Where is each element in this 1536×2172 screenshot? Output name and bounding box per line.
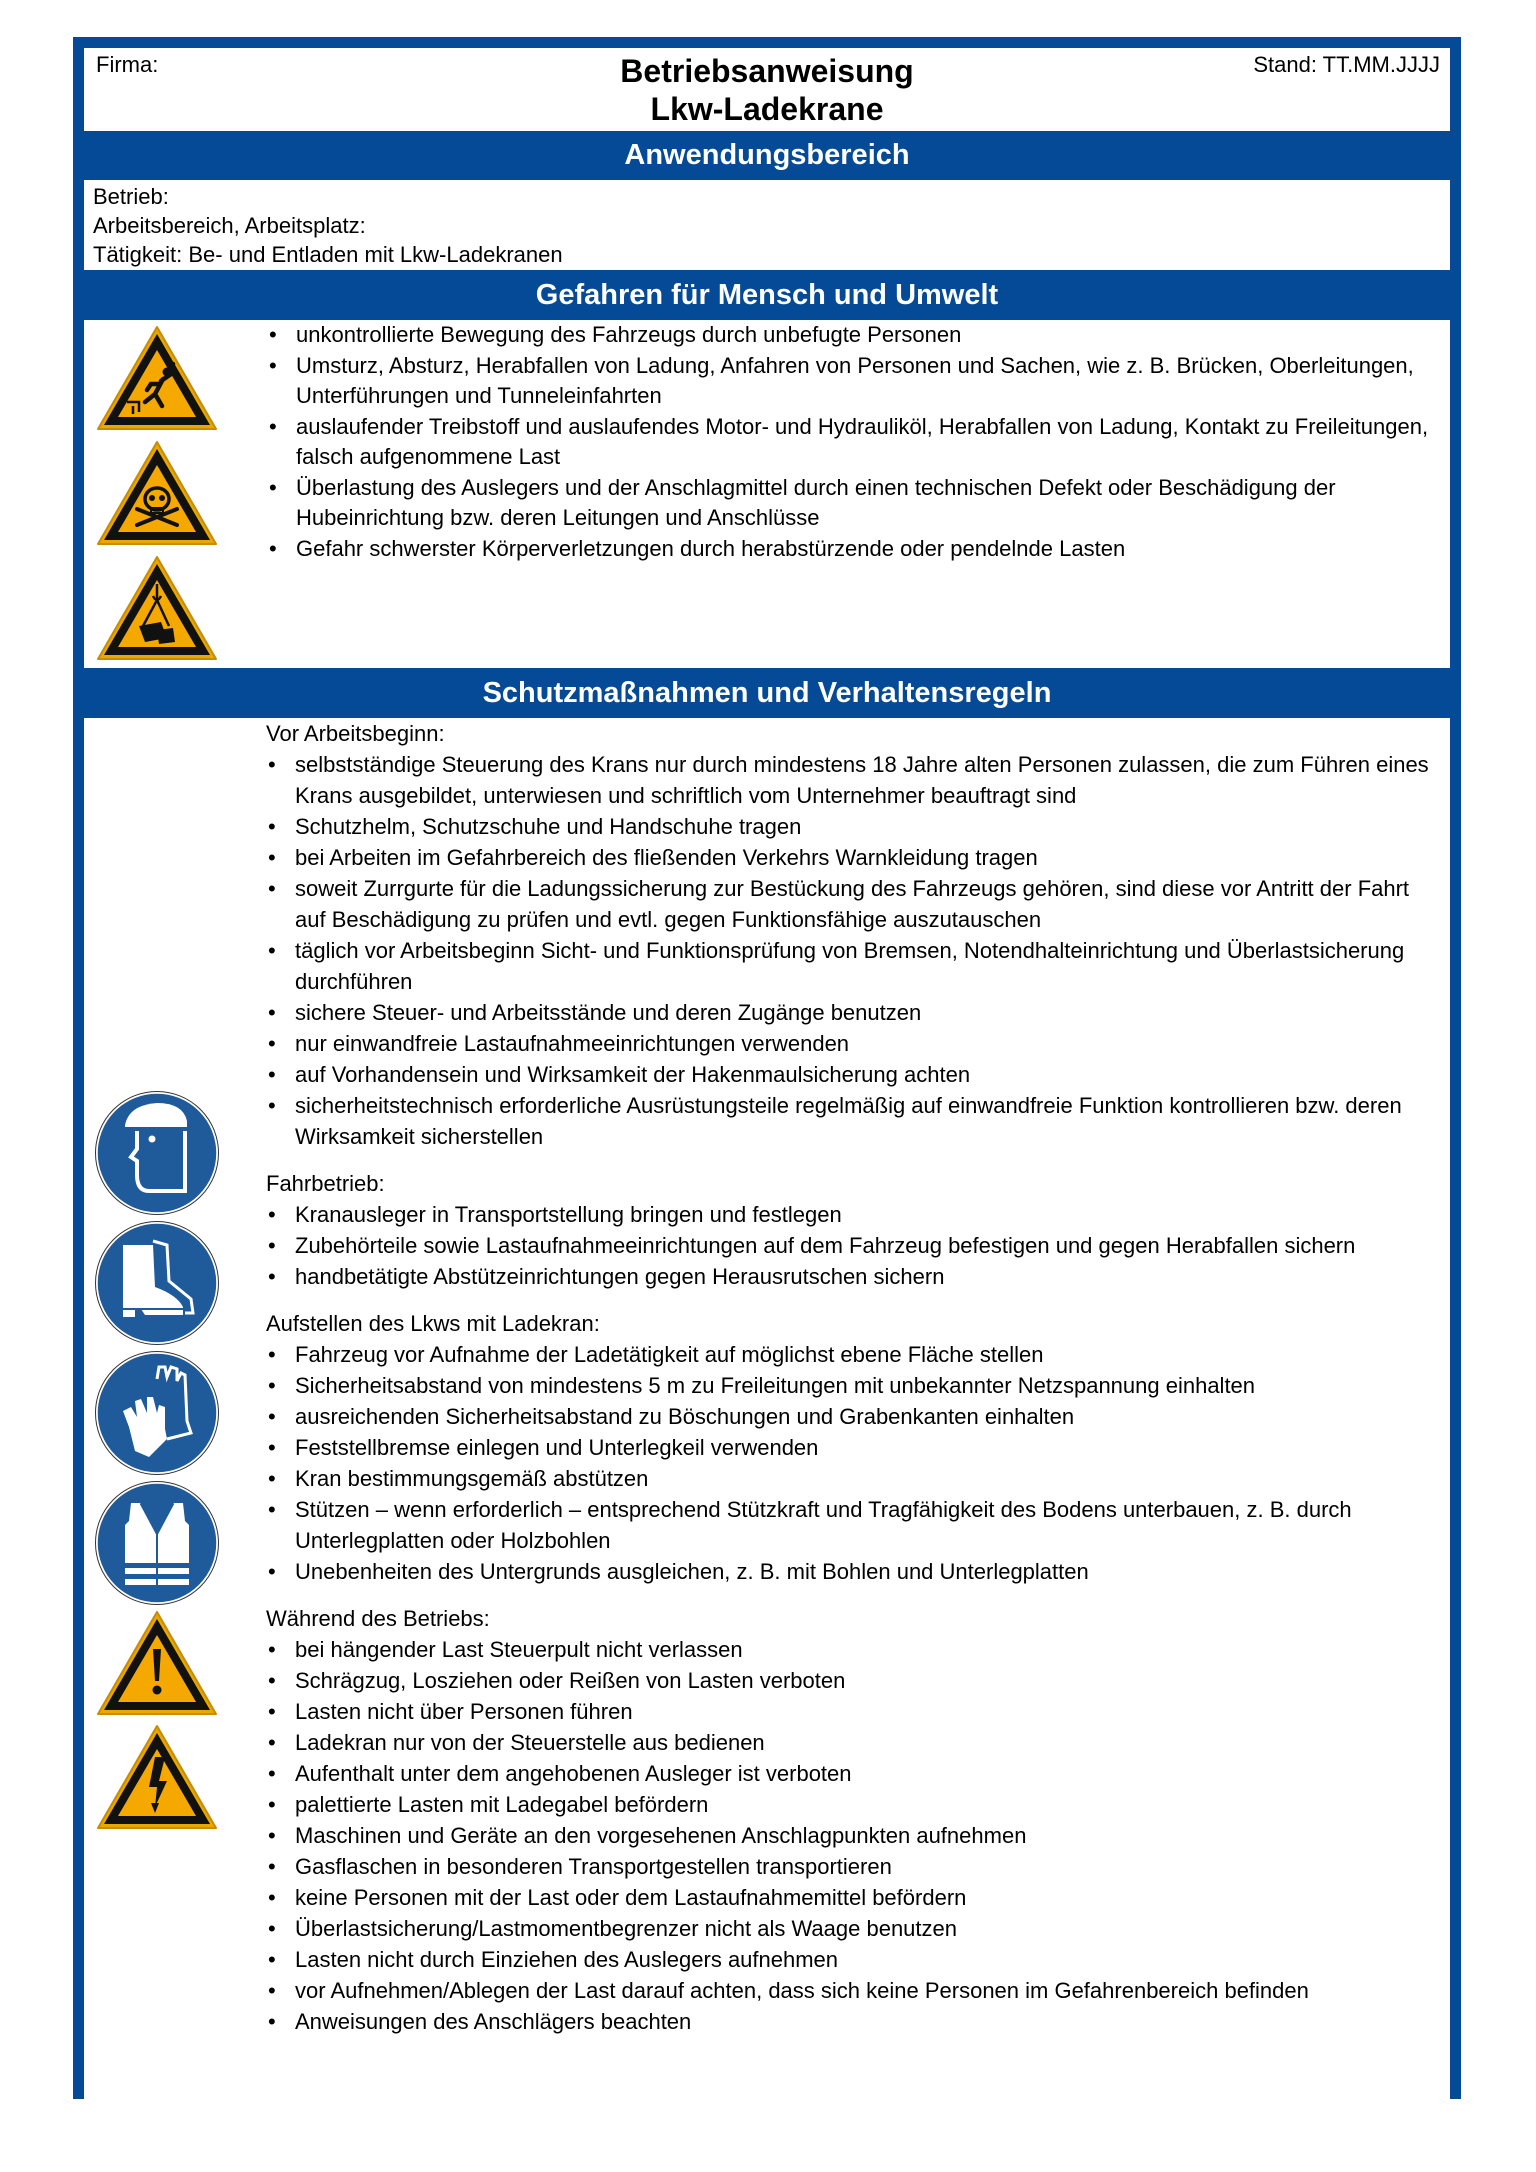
- rule-item: • sichere Steuer- und Arbeitsstände und deren Zugänge benutzen: [266, 997, 1438, 1028]
- firma-label: Firma:: [96, 52, 159, 77]
- rule-item: • Anweisungen des Anschlägers beachten: [266, 2006, 1438, 2037]
- protection-section: [84, 718, 1450, 2099]
- group-before-work: [266, 718, 1438, 1152]
- rule-item: • auf Vorhandensein und Wirksamkeit der Hakenmaulsicherung achten: [266, 1059, 1438, 1090]
- rule-item: • soweit Zurrgurte für die Ladungssicherung zur Bestückung des Fahrzeugs gehören, sind diese vor Antritt der Fahrt auf Beschädigung zu prüfen und evtl. gegen Funktionsfähige auszutauschen: [266, 873, 1438, 935]
- stand-date-label: Stand: TT.MM.JJJJ: [1253, 52, 1440, 77]
- hazards-section: [84, 320, 1450, 668]
- scope-line-arbeitsbereich: Arbeitsbereich, Arbeitsplatz:: [93, 213, 366, 238]
- rule-item: • Schutzhelm, Schutzschuhe und Handschuhe tragen: [266, 811, 1438, 842]
- rule-item: • bei Arbeiten im Gefahrbereich des fließenden Verkehrs Warnkleidung tragen: [266, 842, 1438, 873]
- rule-item: • Lasten nicht durch Einziehen des Auslegers aufnehmen: [266, 1944, 1438, 1975]
- rule-item: • bei hängender Last Steuerpult nicht verlassen: [266, 1634, 1438, 1665]
- rule-item: • täglich vor Arbeitsbeginn Sicht- und Funktionsprüfung von Bremsen, Notendhalteinrichtung und Überlastsicherung durchführen: [266, 935, 1438, 997]
- rule-item: • Schrägzug, Losziehen oder Reißen von Lasten verboten: [266, 1665, 1438, 1696]
- rule-item: • palettierte Lasten mit Ladegabel befördern: [266, 1789, 1438, 1820]
- protection-text: [266, 718, 1438, 2053]
- rule-item: • handbetätigte Abstützeinrichtungen gegen Herausrutschen sichern: [266, 1261, 1438, 1292]
- hi-vis-vest-icon: [95, 1481, 219, 1605]
- rules-list: [266, 1199, 1438, 1292]
- rule-item: • Kranausleger in Transportstellung bringen und festlegen: [266, 1199, 1438, 1230]
- fall-hazard-icon: [95, 324, 219, 432]
- section-heading-hazards: Gefahren für Mensch und Umwelt: [535, 279, 999, 311]
- rule-item: • vor Aufnehmen/Ablegen der Last darauf achten, dass sich keine Personen im Gefahrenbereich befinden: [266, 1975, 1438, 2006]
- safety-boots-icon: [95, 1221, 219, 1345]
- group-title: Fahrbetrieb:: [266, 1171, 385, 1196]
- rule-item: • Aufenthalt unter dem angehobenen Ausleger ist verboten: [266, 1758, 1438, 1789]
- rule-item: • Fahrzeug vor Aufnahme der Ladetätigkeit auf möglichst ebene Fläche stellen: [266, 1339, 1438, 1370]
- title-block: [84, 48, 1450, 131]
- rule-item: • Stützen – wenn erforderlich – entsprechend Stützkraft und Tragfähigkeit des Bodens unterbauen, z. B. durch Unterlegplatten oder Holzbohlen: [266, 1494, 1438, 1556]
- hazard-item: • Gefahr schwerster Körperverletzungen durch herabstürzende oder pendelnde Lasten: [267, 534, 1437, 565]
- group-setup: [266, 1308, 1438, 1587]
- rule-item: • ausreichenden Sicherheitsabstand zu Böschungen und Grabenkanten einhalten: [266, 1401, 1438, 1432]
- title-line-2: Lkw-Ladekrane: [650, 91, 884, 127]
- group-title: Während des Betriebs:: [266, 1606, 490, 1631]
- scope-line-taetigkeit: Tätigkeit: Be- und Entladen mit Lkw-Ladekranen: [93, 242, 563, 267]
- scope-section: [84, 180, 1450, 270]
- gloves-icon: [95, 1351, 219, 1475]
- hazard-item: • unkontrollierte Bewegung des Fahrzeugs durch unbefugte Personen: [267, 320, 1437, 351]
- toxic-hazard-icon: [95, 439, 219, 547]
- rule-item: • Sicherheitsabstand von mindestens 5 m zu Freileitungen mit unbekannter Netzspannung einhalten: [266, 1370, 1438, 1401]
- group-operation: [266, 1603, 1438, 2037]
- rule-item: • Kran bestimmungsgemäß abstützen: [266, 1463, 1438, 1494]
- title-line-1: Betriebsanweisung: [620, 53, 914, 89]
- hazards-list: [267, 320, 1437, 564]
- rule-item: • Lasten nicht über Personen führen: [266, 1696, 1438, 1727]
- rule-item: • Maschinen und Geräte an den vorgesehenen Anschlagpunkten aufnehmen: [266, 1820, 1438, 1851]
- group-driving: [266, 1168, 1438, 1292]
- rule-item: • selbstständige Steuerung des Krans nur durch mindestens 18 Jahre alten Personen zulassen, die zum Führen eines Krans ausgebildet, unterwiesen und schriftlich vom Unternehmer beauftragt sind: [266, 749, 1438, 811]
- rule-item: • sicherheitstechnisch erforderliche Ausrüstungsteile regelmäßig auf einwandfreie Funktion kontrollieren bzw. deren Wirksamkeit sicherstellen: [266, 1090, 1438, 1152]
- section-heading-protection: Schutzmaßnahmen und Verhaltensregeln: [482, 677, 1052, 709]
- hazards-list-container: [267, 320, 1437, 564]
- rules-list: [266, 1634, 1438, 2037]
- rule-item: • nur einwandfreie Lastaufnahmeeinrichtungen verwenden: [266, 1028, 1438, 1059]
- suspended-load-icon: [95, 554, 219, 662]
- hazard-item: • auslaufender Treibstoff und auslaufendes Motor- und Hydrauliköl, Herabfallen von Ladung, Kontakt zu Freileitungen, falsch aufgenommene Last: [267, 412, 1437, 473]
- rule-item: • keine Personen mit der Last oder dem Lastaufnahmemittel befördern: [266, 1882, 1438, 1913]
- scope-line-betrieb: Betrieb:: [93, 184, 169, 209]
- group-title: Aufstellen des Lkws mit Ladekran:: [266, 1311, 600, 1336]
- hard-hat-icon: [95, 1091, 219, 1215]
- electric-hazard-icon: [95, 1723, 219, 1831]
- group-title: Vor Arbeitsbeginn:: [266, 721, 445, 746]
- rule-item: • Zubehörteile sowie Lastaufnahmeeinrichtungen auf dem Fahrzeug befestigen und gegen Herabfallen sichern: [266, 1230, 1438, 1261]
- document-frame: [73, 37, 1461, 2099]
- rule-item: • Unebenheiten des Untergrunds ausgleichen, z. B. mit Bohlen und Unterlegplatten: [266, 1556, 1438, 1587]
- rule-item: • Gasflaschen in besonderen Transportgestellen transportieren: [266, 1851, 1438, 1882]
- hazard-item: • Umsturz, Absturz, Herabfallen von Ladung, Anfahren von Personen und Sachen, wie z. B. Brücken, Oberleitungen, Unterführungen und Tunneleinfahrten: [267, 351, 1437, 412]
- hazard-item: • Überlastung des Auslegers und der Anschlagmittel durch einen technischen Defekt oder Beschädigung der Hubeinrichtung bzw. deren Leitungen und Anschlüsse: [267, 473, 1437, 534]
- rule-item: • Feststellbremse einlegen und Unterlegkeil verwenden: [266, 1432, 1438, 1463]
- rule-item: • Überlastsicherung/Lastmomentbegrenzer nicht als Waage benutzen: [266, 1913, 1438, 1944]
- rules-list: [266, 1339, 1438, 1587]
- rule-item: • Ladekran nur von der Steuerstelle aus bedienen: [266, 1727, 1438, 1758]
- section-heading-scope: Anwendungsbereich: [624, 139, 910, 171]
- rules-list: [266, 749, 1438, 1152]
- page-title: [84, 52, 1450, 128]
- general-warning-icon: [95, 1609, 219, 1717]
